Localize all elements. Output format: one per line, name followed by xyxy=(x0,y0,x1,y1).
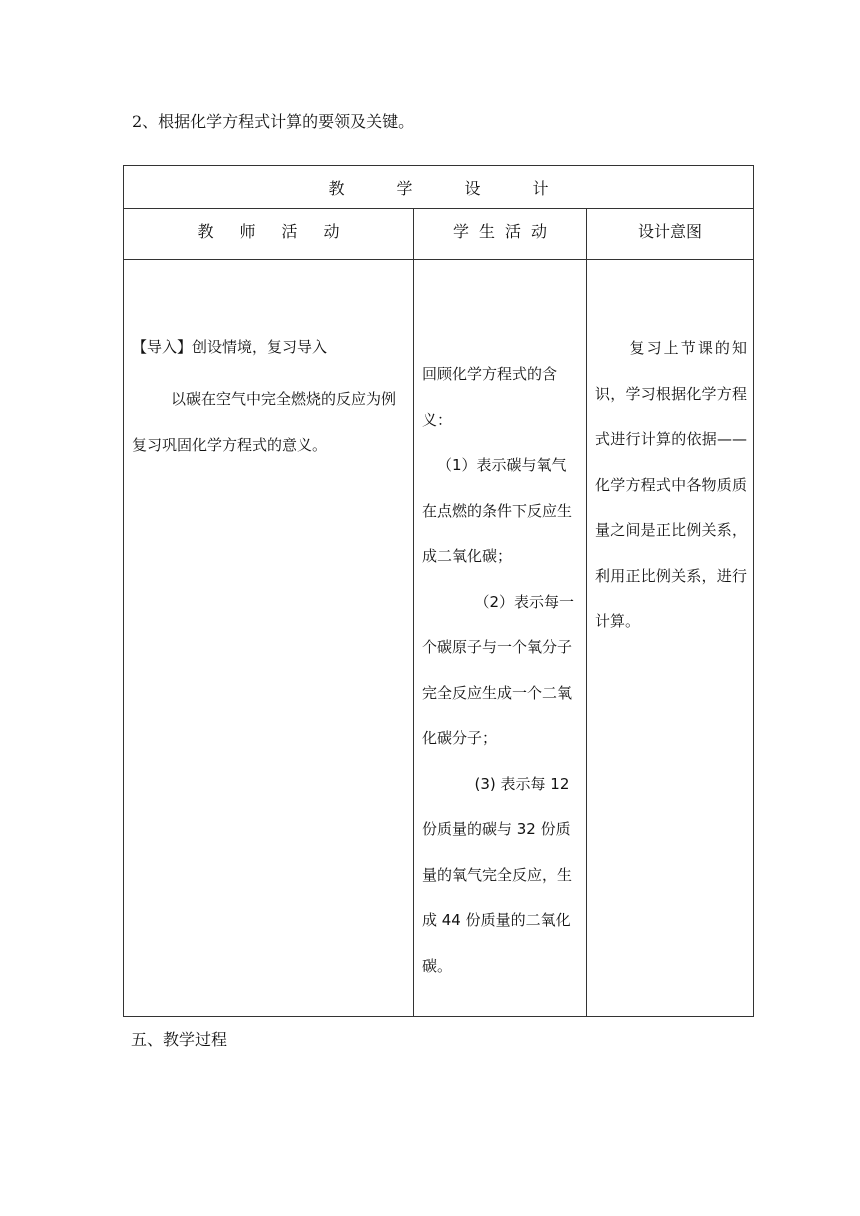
table-body-row xyxy=(124,260,754,1017)
student-item-1: （1）表示碳与氧气在点燃的条件下反应生成二氧化碳； xyxy=(422,456,573,565)
intro-line: 2、根据化学方程式计算的要领及关键。 xyxy=(132,112,415,131)
student-activity-cell xyxy=(414,260,587,1017)
section-title: 五、教学过程 xyxy=(131,1030,228,1049)
header-char: 教 xyxy=(197,222,214,241)
student-lead: 回顾化学方程式的含义： xyxy=(422,365,558,429)
header-char: 动 xyxy=(323,222,340,241)
table-title-char: 计 xyxy=(532,178,549,198)
student-item-2: （2）表示每一个碳原子与一个氧分子完全反应生成一个二氧化碳分子； xyxy=(422,592,575,747)
header-char: 生 xyxy=(478,222,495,241)
header-char: 师 xyxy=(239,222,256,241)
header-char: 活 xyxy=(281,222,298,241)
table-title-char: 学 xyxy=(396,178,413,198)
header-student-activity xyxy=(414,209,587,260)
table-header-row xyxy=(124,209,754,260)
header-char: 学 xyxy=(452,222,469,241)
header-teacher-activity xyxy=(124,209,414,260)
table-title-char: 教 xyxy=(328,178,345,198)
design-purpose-cell xyxy=(587,260,754,1017)
table-title xyxy=(124,166,754,209)
purpose-text: 复习上节课的知识，学习根据化学方程式进行计算的依据——化学方程式中各物质质量之间是正比例关系，利用正比例关系，进行计算。 xyxy=(595,339,748,630)
teacher-heading: 【导入】创设情境，复习导入 xyxy=(132,338,328,356)
teacher-body-text: 以碳在空气中完全燃烧的反应为例复习巩固化学方程式的意义。 xyxy=(132,390,397,454)
student-item-3: (3) 表示每 12 份质量的碳与 32 份质量的氧气完全反应，生成 44 份质量的二氧化碳。 xyxy=(422,774,573,975)
header-design-purpose: 设计意图 xyxy=(587,209,754,260)
header-char: 动 xyxy=(531,222,548,241)
teacher-activity-cell xyxy=(124,260,414,1017)
teaching-design-table xyxy=(123,165,754,1017)
table-title-char: 设 xyxy=(464,178,481,198)
table-title-row xyxy=(124,166,754,209)
header-char: 活 xyxy=(505,222,522,241)
